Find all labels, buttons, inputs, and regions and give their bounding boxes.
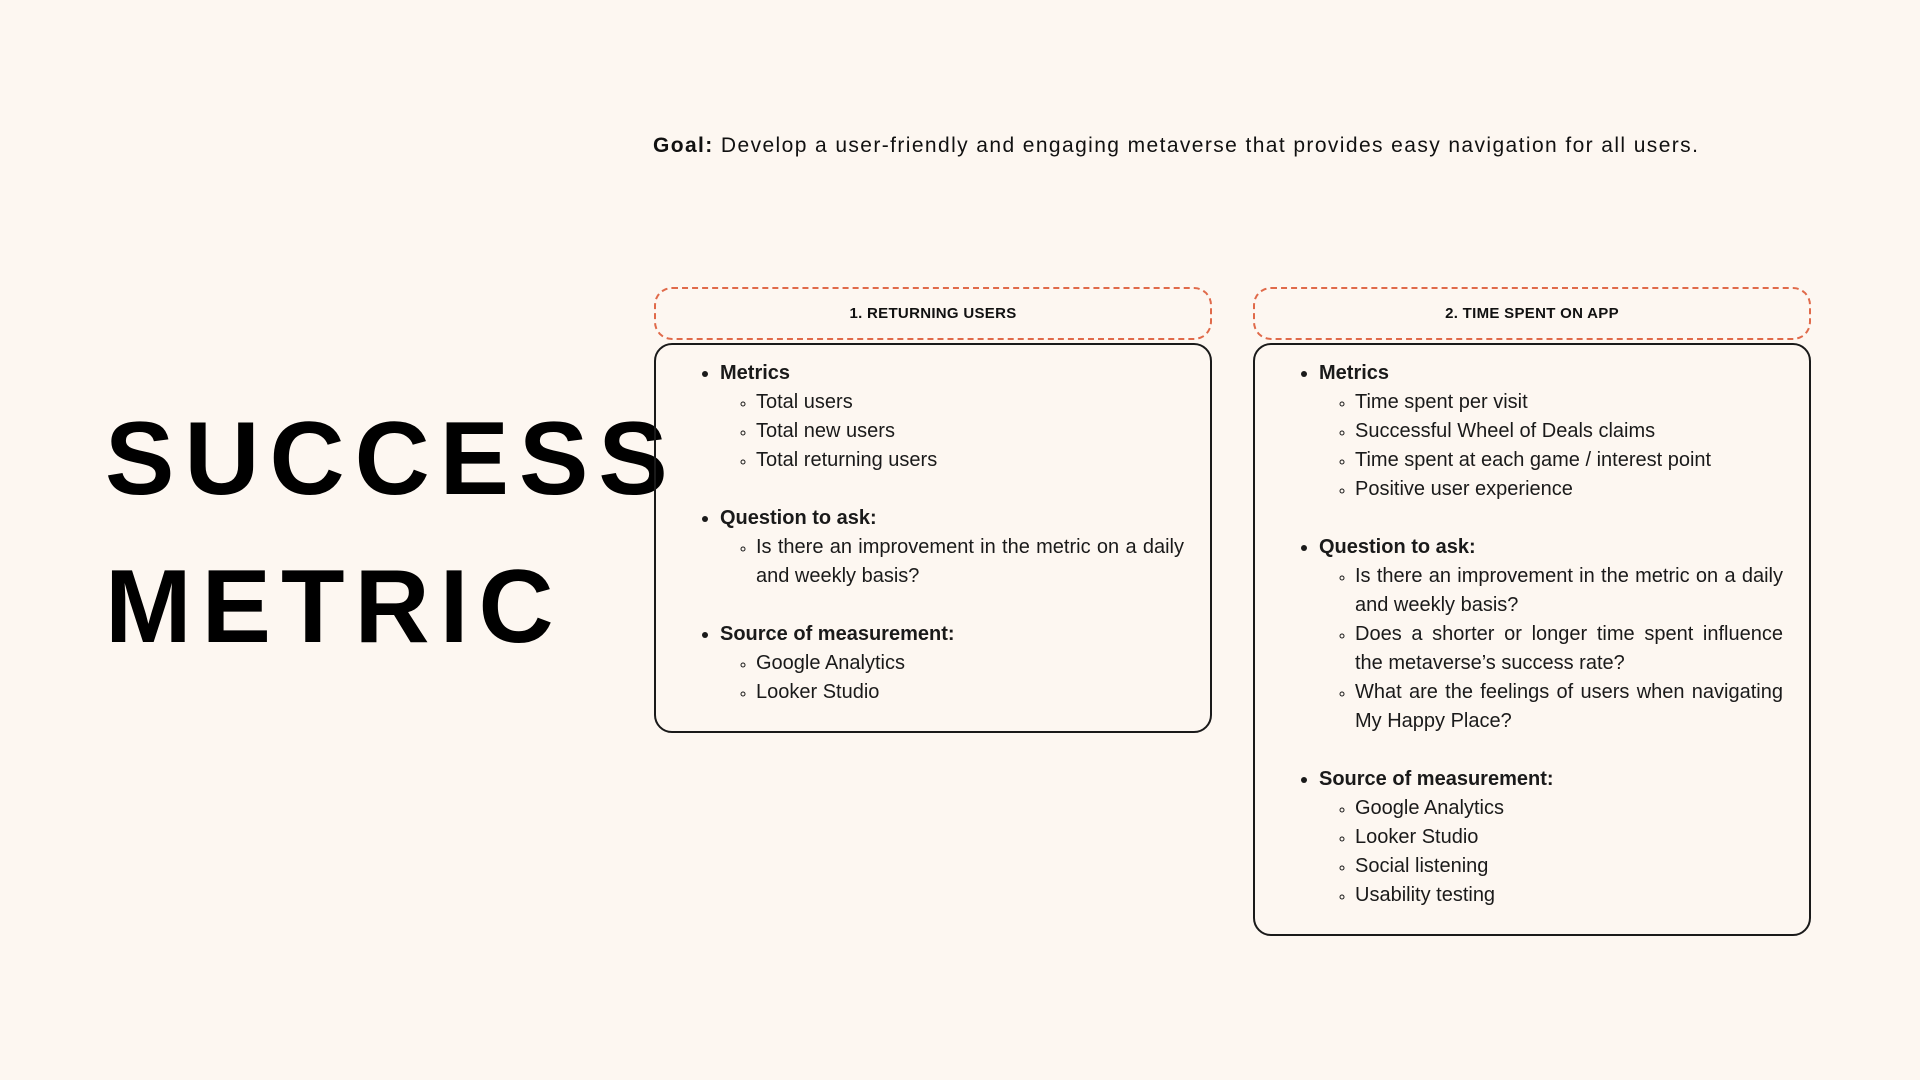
list-item: ◦ Social listening	[1355, 852, 1783, 881]
list-item: ◦ Time spent per visit	[1355, 388, 1783, 417]
list-item: ◦ Does a shorter or longer time spent influence the metaverse’s success rate?	[1355, 620, 1783, 678]
goal-text: Develop a user-friendly and engaging metaverse that provides easy navigation for all users.	[720, 134, 1700, 157]
list-item: ◦ Total users	[756, 388, 1184, 417]
card-header: 2. TIME SPENT ON APP	[1253, 287, 1811, 340]
list-item: ◦ Total new users	[756, 417, 1184, 446]
section-source	[1319, 765, 1783, 910]
list-item: ◦ Google Analytics	[1355, 794, 1783, 823]
title-line-2: METRIC	[105, 549, 564, 665]
list-item: ◦ Google Analytics	[756, 649, 1184, 678]
list-item: ◦ Successful Wheel of Deals claims	[1355, 417, 1783, 446]
list-item: ◦ Time spent at each game / interest point	[1355, 446, 1783, 475]
list-item: ◦ Positive user experience	[1355, 475, 1783, 504]
card-body	[654, 343, 1212, 733]
section-question	[1319, 533, 1783, 736]
title-line-1: SUCCESS	[105, 401, 678, 517]
list-item: ◦ Is there an improvement in the metric on a daily and weekly basis?	[756, 533, 1184, 591]
section-metrics	[1319, 359, 1783, 504]
section-title: Question to ask:	[720, 507, 877, 529]
card-header: 1. RETURNING USERS	[654, 287, 1212, 340]
section-source	[720, 620, 1184, 707]
goal-label: Goal:	[653, 134, 714, 157]
list-item: ◦ What are the feelings of users when navigating My Happy Place?	[1355, 678, 1783, 736]
section-title: Source of measurement:	[1319, 768, 1554, 790]
section-title: Metrics	[720, 362, 791, 384]
list-item: ◦ Total returning users	[756, 446, 1184, 475]
page-title	[105, 385, 678, 681]
card-time-spent	[1253, 287, 1811, 936]
list-item: ◦ Usability testing	[1355, 881, 1783, 910]
list-item: ◦ Looker Studio	[756, 678, 1184, 707]
card-returning-users	[654, 287, 1212, 733]
card-body	[1253, 343, 1811, 936]
goal-statement	[653, 134, 1699, 158]
section-title: Metrics	[1319, 362, 1390, 384]
list-item: ◦ Looker Studio	[1355, 823, 1783, 852]
list-item: ◦ Is there an improvement in the metric on a daily and weekly basis?	[1355, 562, 1783, 620]
section-metrics	[720, 359, 1184, 475]
section-title: Question to ask:	[1319, 536, 1476, 558]
section-title: Source of measurement:	[720, 623, 955, 645]
section-question	[720, 504, 1184, 591]
